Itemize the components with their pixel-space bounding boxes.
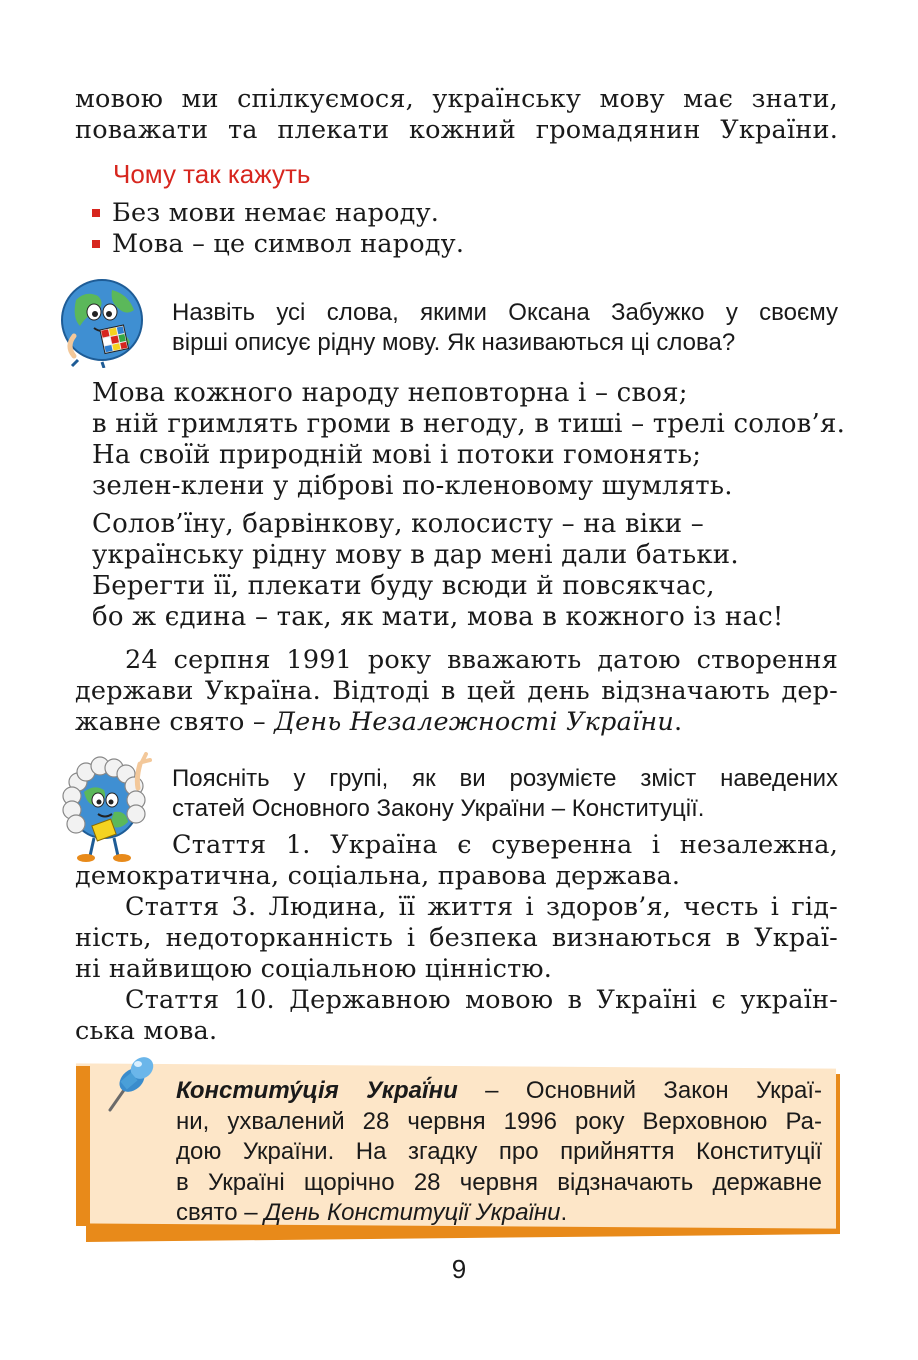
poem-stanza-2 bbox=[92, 509, 784, 633]
note-term: Конститу́ція Украї́ни bbox=[176, 1077, 458, 1104]
poem-line: Солов’їну, барвінкову, колосисту – на віки – bbox=[92, 509, 704, 539]
task-1-line-1: Назвіть усі слова, якими Оксана Забужко у своєму bbox=[172, 299, 838, 326]
poem-line: На своїй природній мові і потоки гомонять; bbox=[92, 440, 702, 470]
intro-line-2: поважати та плекати кожний громадянин України. bbox=[75, 115, 838, 145]
note-line-2: ни, ухвалений 28 червня 1996 року Верховною Ра- bbox=[176, 1107, 822, 1135]
article-1-line-1: Стаття 1. Україна є суверенна і незалежна, bbox=[172, 830, 838, 860]
poem-stanza-1 bbox=[92, 378, 845, 502]
bullet-square-icon bbox=[92, 240, 100, 248]
note-text-part: . bbox=[560, 1199, 568, 1226]
independence-line-1: 24 серпня 1991 року вважають датою створення bbox=[125, 645, 838, 675]
independence-text: . bbox=[673, 707, 683, 737]
task-1-line-2: вірші описує рідну мову. Як називаються ці слова? bbox=[172, 329, 736, 356]
task-2-text bbox=[172, 764, 838, 824]
pushpin-icon bbox=[96, 1050, 162, 1120]
sayings-heading: Чому так кажуть bbox=[113, 159, 311, 189]
task-1-text bbox=[172, 298, 838, 358]
independence-line-3 bbox=[75, 707, 838, 738]
poem-line: українську рідну мову в дар мені дали батьки. bbox=[92, 540, 739, 570]
article-3-line-1: Стаття 3. Людина, її життя і здоров’я, честь і гід- bbox=[125, 892, 838, 922]
poem-line: зелен-клени у діброві по-кленовому шумлять. bbox=[92, 471, 733, 501]
independence-line-2: держави Україна. Відтоді в цей день відзначають дер- bbox=[75, 676, 838, 706]
page-number: 9 bbox=[451, 1254, 467, 1284]
note-line-1-rest: – Основний Закон Украї- bbox=[457, 1077, 822, 1104]
list-item bbox=[92, 198, 464, 229]
note-text bbox=[176, 1076, 822, 1229]
note-text-part: свято – bbox=[176, 1199, 265, 1226]
article-1-line-2: демократична, соціальна, правова держава. bbox=[75, 861, 681, 891]
saying-text: Мова – це символ народу. bbox=[112, 229, 465, 259]
intro-paragraph bbox=[75, 84, 838, 146]
list-item bbox=[92, 229, 464, 260]
article-10-line-1: Стаття 10. Державною мовою в Україні є україн- bbox=[125, 985, 838, 1015]
poem-line: бо ж єдина – так, як мати, мова в кожного із нас! bbox=[92, 602, 784, 632]
article-3-line-3: ні найвищою соціальною цінністю. bbox=[75, 954, 553, 984]
saying-text: Без мови немає народу. bbox=[112, 198, 440, 228]
article-10-line-2: ська мова. bbox=[75, 1016, 218, 1046]
independence-text: жавне свято – bbox=[75, 707, 275, 737]
note-line-1 bbox=[176, 1076, 822, 1107]
note-line-4: в Україні щорічно 28 червня відзначають державне bbox=[176, 1168, 822, 1196]
globe-judge-icon bbox=[56, 752, 156, 864]
sayings-list bbox=[92, 198, 464, 260]
constitution-day-name: День Конституції України bbox=[264, 1199, 561, 1226]
task-2-line-1: Поясніть у групі, як ви розумієте зміст наведених bbox=[172, 765, 838, 792]
note-edge bbox=[76, 1066, 90, 1226]
poem-line: Берегти її, плекати буду всюди й повсякчас, bbox=[92, 571, 715, 601]
independence-day-name: День Незалежності України bbox=[274, 707, 674, 737]
globe-rubik-icon bbox=[56, 276, 152, 368]
articles-block bbox=[75, 861, 838, 1047]
poem-line: в ній гримлять громи в негоду, в тиші – трелі солов’я. bbox=[92, 409, 846, 439]
bullet-square-icon bbox=[92, 209, 100, 217]
intro-line-1: мовою ми спілкуємося, українську мову має знати, bbox=[75, 84, 838, 114]
poem-line: Мова кожного народу неповторна і – своя; bbox=[92, 378, 688, 408]
independence-paragraph bbox=[75, 645, 838, 738]
article-1-line-1-wrap bbox=[172, 830, 838, 861]
note-line-3: дою України. На згадку про прийняття Конституції bbox=[176, 1138, 822, 1165]
article-3-line-2: ність, недоторканність і безпека визнаються в Украї- bbox=[75, 923, 838, 953]
task-2-line-2: статей Основного Закону України – Конституції. bbox=[172, 795, 705, 822]
note-line-5 bbox=[176, 1198, 822, 1229]
